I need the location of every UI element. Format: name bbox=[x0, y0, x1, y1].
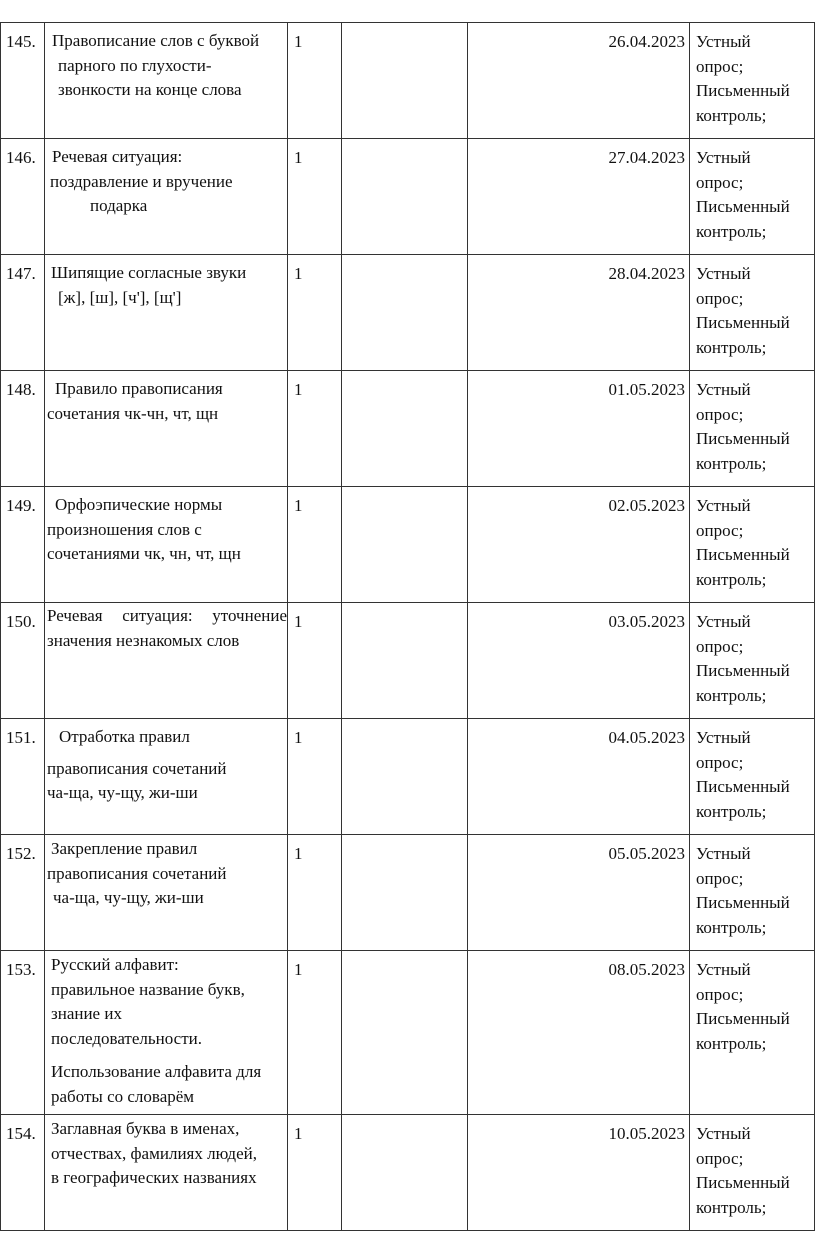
control-form-line: Письменный bbox=[696, 81, 790, 100]
control-form-line: опрос; bbox=[696, 56, 744, 76]
topic-line: парного по глухости- bbox=[58, 55, 212, 75]
topic-word: уточнение bbox=[212, 606, 287, 625]
empty-cell bbox=[342, 255, 468, 371]
control-form-line: опрос; bbox=[696, 868, 744, 888]
topic-line: значения незнакомых слов bbox=[47, 630, 240, 650]
control-form-line: Устный bbox=[696, 844, 751, 863]
lesson-topic bbox=[45, 951, 288, 1115]
control-form-line: Устный bbox=[696, 496, 751, 515]
topic-line: ча-ща, чу-щу, жи-ши bbox=[47, 783, 198, 802]
topic-line: Заглавная буква в именах, bbox=[51, 1119, 240, 1138]
topic-line: подарка bbox=[90, 196, 148, 215]
lesson-topic bbox=[45, 23, 288, 139]
lesson-number: 150. bbox=[1, 603, 45, 719]
lesson-date: 01.05.2023 bbox=[468, 371, 690, 487]
topic-line: Использование алфавита для bbox=[51, 1062, 262, 1081]
topic-line: правописания сочетаний bbox=[47, 863, 227, 883]
lesson-date: 10.05.2023 bbox=[468, 1115, 690, 1231]
control-form-line: Устный bbox=[696, 380, 751, 399]
topic-line: поздравление и вручение bbox=[50, 171, 233, 191]
topic-line: последовательности. bbox=[51, 1028, 202, 1048]
control-form-line: контроль; bbox=[696, 337, 767, 357]
control-form-line: опрос; bbox=[696, 984, 744, 1004]
topic-line: ча-ща, чу-щу, жи-ши bbox=[53, 888, 204, 907]
empty-cell bbox=[342, 139, 468, 255]
lesson-date: 28.04.2023 bbox=[468, 255, 690, 371]
lesson-hours: 1 bbox=[288, 1115, 342, 1231]
lesson-topic bbox=[45, 255, 288, 371]
lesson-number: 152. bbox=[1, 835, 45, 951]
control-form bbox=[690, 371, 815, 487]
lesson-date: 04.05.2023 bbox=[468, 719, 690, 835]
lesson-date: 27.04.2023 bbox=[468, 139, 690, 255]
lesson-number: 145. bbox=[1, 23, 45, 139]
topic-line: Шипящие согласные звуки bbox=[51, 263, 247, 282]
lesson-number: 146. bbox=[1, 139, 45, 255]
control-form-line: контроль; bbox=[696, 1033, 767, 1053]
lesson-topic bbox=[45, 371, 288, 487]
lesson-hours: 1 bbox=[288, 487, 342, 603]
empty-cell bbox=[342, 835, 468, 951]
control-form-line: Письменный bbox=[696, 197, 790, 216]
lesson-hours: 1 bbox=[288, 139, 342, 255]
table-row bbox=[1, 371, 815, 487]
control-form-line: опрос; bbox=[696, 520, 744, 540]
table-row bbox=[1, 139, 815, 255]
control-form-line: опрос; bbox=[696, 404, 744, 424]
lesson-hours: 1 bbox=[288, 603, 342, 719]
topic-line: сочетаниями чк, чн, чт, щн bbox=[47, 544, 241, 563]
table-row bbox=[1, 487, 815, 603]
lesson-date: 26.04.2023 bbox=[468, 23, 690, 139]
control-form-line: Письменный bbox=[696, 545, 790, 564]
lesson-hours: 1 bbox=[288, 23, 342, 139]
control-form bbox=[690, 139, 815, 255]
control-form-line: контроль; bbox=[696, 221, 767, 241]
control-form-line: опрос; bbox=[696, 636, 744, 656]
control-form-line: Устный bbox=[696, 612, 751, 631]
empty-cell bbox=[342, 487, 468, 603]
table-row bbox=[1, 1115, 815, 1231]
lesson-number: 148. bbox=[1, 371, 45, 487]
lesson-topic bbox=[45, 487, 288, 603]
topic-line: работы со словарём bbox=[51, 1086, 195, 1106]
control-form-line: Письменный bbox=[696, 661, 790, 680]
control-form-line: Устный bbox=[696, 960, 751, 979]
control-form-line: опрос; bbox=[696, 1148, 744, 1168]
topic-line: Закрепление правил bbox=[51, 839, 198, 858]
lesson-hours: 1 bbox=[288, 719, 342, 835]
topic-line: [ж], [ш], [ч'], [щ'] bbox=[58, 287, 182, 307]
topic-line: Правило правописания bbox=[55, 379, 223, 398]
lesson-topic bbox=[45, 835, 288, 951]
lesson-number: 149. bbox=[1, 487, 45, 603]
control-form bbox=[690, 951, 815, 1115]
topic-line bbox=[47, 604, 287, 629]
lesson-hours: 1 bbox=[288, 255, 342, 371]
control-form-line: Устный bbox=[696, 148, 751, 167]
control-form-line: Устный bbox=[696, 264, 751, 283]
lesson-date: 03.05.2023 bbox=[468, 603, 690, 719]
control-form bbox=[690, 23, 815, 139]
control-form bbox=[690, 603, 815, 719]
topic-line: в географических названиях bbox=[51, 1168, 257, 1187]
table-row bbox=[1, 23, 815, 139]
control-form-line: Письменный bbox=[696, 777, 790, 796]
topic-line: знание их bbox=[51, 1004, 122, 1023]
control-form bbox=[690, 835, 815, 951]
lesson-number: 154. bbox=[1, 1115, 45, 1231]
lesson-hours: 1 bbox=[288, 951, 342, 1115]
lesson-date: 02.05.2023 bbox=[468, 487, 690, 603]
empty-cell bbox=[342, 23, 468, 139]
topic-line: сочетания чк-чн, чт, щн bbox=[47, 403, 219, 423]
control-form bbox=[690, 719, 815, 835]
control-form-line: опрос; bbox=[696, 172, 744, 192]
empty-cell bbox=[342, 603, 468, 719]
lesson-date: 08.05.2023 bbox=[468, 951, 690, 1115]
topic-line: Русский алфавит: bbox=[51, 955, 179, 974]
topic-word: Речевая bbox=[47, 606, 103, 625]
control-form-line: контроль; bbox=[696, 453, 767, 473]
control-form-line: контроль; bbox=[696, 105, 767, 125]
control-form-line: опрос; bbox=[696, 752, 744, 772]
table-row bbox=[1, 835, 815, 951]
topic-line: правописания сочетаний bbox=[47, 758, 227, 778]
topic-line: отчествах, фамилиях людей, bbox=[51, 1143, 257, 1163]
control-form-line: Письменный bbox=[696, 429, 790, 448]
lesson-number: 147. bbox=[1, 255, 45, 371]
lesson-hours: 1 bbox=[288, 835, 342, 951]
lesson-topic bbox=[45, 1115, 288, 1231]
control-form-line: контроль; bbox=[696, 685, 767, 705]
empty-cell bbox=[342, 371, 468, 487]
lesson-topic bbox=[45, 603, 288, 719]
control-form-line: Письменный bbox=[696, 893, 790, 912]
topic-line: звонкости на конце слова bbox=[58, 80, 242, 99]
control-form-line: Устный bbox=[696, 1124, 751, 1143]
lesson-topic bbox=[45, 719, 288, 835]
topic-line: произношения слов с bbox=[47, 519, 202, 539]
control-form-line: Письменный bbox=[696, 313, 790, 332]
empty-cell bbox=[342, 719, 468, 835]
control-form-line: контроль; bbox=[696, 917, 767, 937]
control-form-line: контроль; bbox=[696, 801, 767, 821]
control-form bbox=[690, 255, 815, 371]
lesson-date: 05.05.2023 bbox=[468, 835, 690, 951]
control-form-line: Письменный bbox=[696, 1009, 790, 1028]
control-form bbox=[690, 487, 815, 603]
empty-cell bbox=[342, 951, 468, 1115]
lesson-number: 153. bbox=[1, 951, 45, 1115]
control-form-line: контроль; bbox=[696, 1197, 767, 1217]
table-row bbox=[1, 603, 815, 719]
topic-line: правильное название букв, bbox=[51, 979, 245, 999]
lesson-plan-table bbox=[0, 22, 815, 1231]
topic-line: Отработка правил bbox=[59, 727, 190, 746]
control-form-line: контроль; bbox=[696, 569, 767, 589]
control-form bbox=[690, 1115, 815, 1231]
topic-line: Орфоэпические нормы bbox=[55, 495, 223, 514]
lesson-topic bbox=[45, 139, 288, 255]
topic-line: Речевая ситуация: bbox=[52, 147, 183, 166]
table-row bbox=[1, 951, 815, 1115]
control-form-line: Письменный bbox=[696, 1173, 790, 1192]
topic-word: ситуация: bbox=[122, 606, 193, 625]
control-form-line: Устный bbox=[696, 728, 751, 747]
lesson-number: 151. bbox=[1, 719, 45, 835]
control-form-line: Устный bbox=[696, 32, 751, 51]
table-row bbox=[1, 719, 815, 835]
lesson-hours: 1 bbox=[288, 371, 342, 487]
topic-line: Правописание слов с буквой bbox=[52, 31, 260, 50]
table-row bbox=[1, 255, 815, 371]
empty-cell bbox=[342, 1115, 468, 1231]
control-form-line: опрос; bbox=[696, 288, 744, 308]
